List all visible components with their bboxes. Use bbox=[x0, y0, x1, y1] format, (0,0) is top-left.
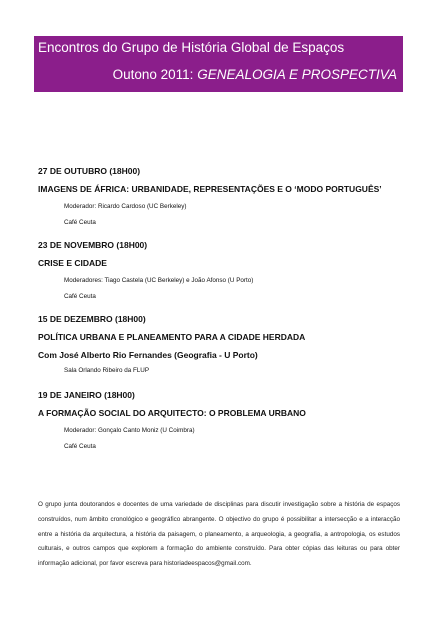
event-4 bbox=[38, 390, 408, 451]
event-venue: Café Ceuta bbox=[64, 293, 96, 300]
event-venue: Café Ceuta bbox=[64, 443, 96, 450]
event-moderator: Moderador: Ricardo Cardoso (UC Berkeley) bbox=[64, 203, 187, 210]
event-venue: Café Ceuta bbox=[64, 219, 96, 226]
group-description: O grupo junta doutorandos e docentes de uma variedade de disciplinas para discutir investigação sobre a história de espaços construídos, num âmbito cronológico e geográfico abrangente. O objectivo do grupo é possibilitar a intersecção e a interacção entre a história da arquitectura, a história da paisagem, o planeamento, a arqueologia, a geografia, a antropologia, os estudos culturais, e outros campos que explorem a formação do ambiente construído. Para obter cópias das leituras ou para obter informação adicional, por favor escreva para historiadeespacos@gmail.com. bbox=[38, 501, 400, 568]
event-title: POLÍTICA URBANA E PLANEAMENTO PARA A CIDADE HERDADA bbox=[38, 332, 306, 342]
banner-theme: GENEALOGIA E PROSPECTIVA bbox=[197, 67, 397, 82]
event-1 bbox=[38, 166, 408, 227]
title-banner bbox=[34, 36, 403, 92]
event-date: 23 DE NOVEMBRO (18H00) bbox=[38, 240, 148, 250]
banner-title: Encontros do Grupo de História Global de Espaços bbox=[38, 40, 345, 55]
event-3 bbox=[38, 314, 408, 375]
event-title: A FORMAÇÃO SOCIAL DO ARQUITECTO: O PROBLEMA URBANO bbox=[38, 408, 306, 418]
banner-season: Outono 2011: bbox=[112, 67, 198, 82]
event-date: 27 DE OUTUBRO (18H00) bbox=[38, 166, 141, 176]
event-speaker: Com José Alberto Rio Fernandes (Geografia - U Porto) bbox=[38, 350, 258, 360]
banner-subtitle bbox=[113, 66, 397, 84]
event-title: IMAGENS DE ÁFRICA: URBANIDADE, REPRESENTAÇÕES E O ‘MODO PORTUGUÊS’ bbox=[38, 184, 382, 194]
event-title: CRISE E CIDADE bbox=[38, 258, 107, 268]
event-date: 19 DE JANEIRO (18H00) bbox=[38, 390, 135, 400]
event-date: 15 DE DEZEMBRO (18H00) bbox=[38, 314, 146, 324]
event-moderator: Moderadores: Tiago Castela (UC Berkeley) e João Afonso (U Porto) bbox=[64, 277, 254, 284]
event-2 bbox=[38, 240, 408, 301]
event-moderator: Moderador: Gonçalo Canto Moniz (U Coimbra) bbox=[64, 427, 195, 434]
event-venue: Sala Orlando Ribeiro da FLUP bbox=[64, 367, 150, 374]
